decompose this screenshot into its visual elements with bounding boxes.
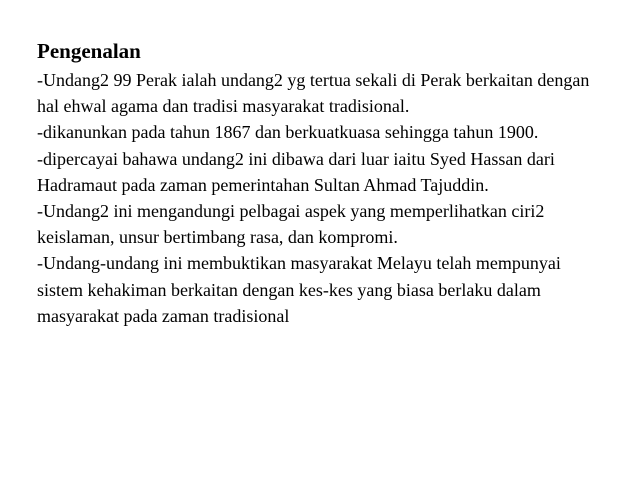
paragraph-3: -dipercayai bahawa undang2 ini dibawa dari luar iaitu Syed Hassan dari Hadramaut pada zaman pemerintahan Sultan Ahmad Tajuddin. [37, 148, 555, 195]
slide-title: Pengenalan [37, 39, 141, 63]
slide-content [37, 38, 607, 329]
paragraph-4: -Undang2 ini mengandungi pelbagai aspek yang memperlihatkan ciri2 keislaman, unsur bertimbang rasa, dan kompromi. [37, 201, 545, 248]
paragraph-5: -Undang-undang ini membuktikan masyarakat Melayu telah mempunyai sistem kehakiman berkaitan dengan kes-kes yang biasa berlaku dalam masyarakat pada zaman tradisional [37, 253, 561, 326]
paragraph-2: -dikanunkan pada tahun 1867 dan berkuatkuasa sehingga tahun 1900. [37, 122, 539, 143]
paragraph-1: -Undang2 99 Perak ialah undang2 yg tertua sekali di Perak berkaitan dengan hal ehwal agama dan tradisi masyarakat tradisional. [37, 70, 590, 117]
